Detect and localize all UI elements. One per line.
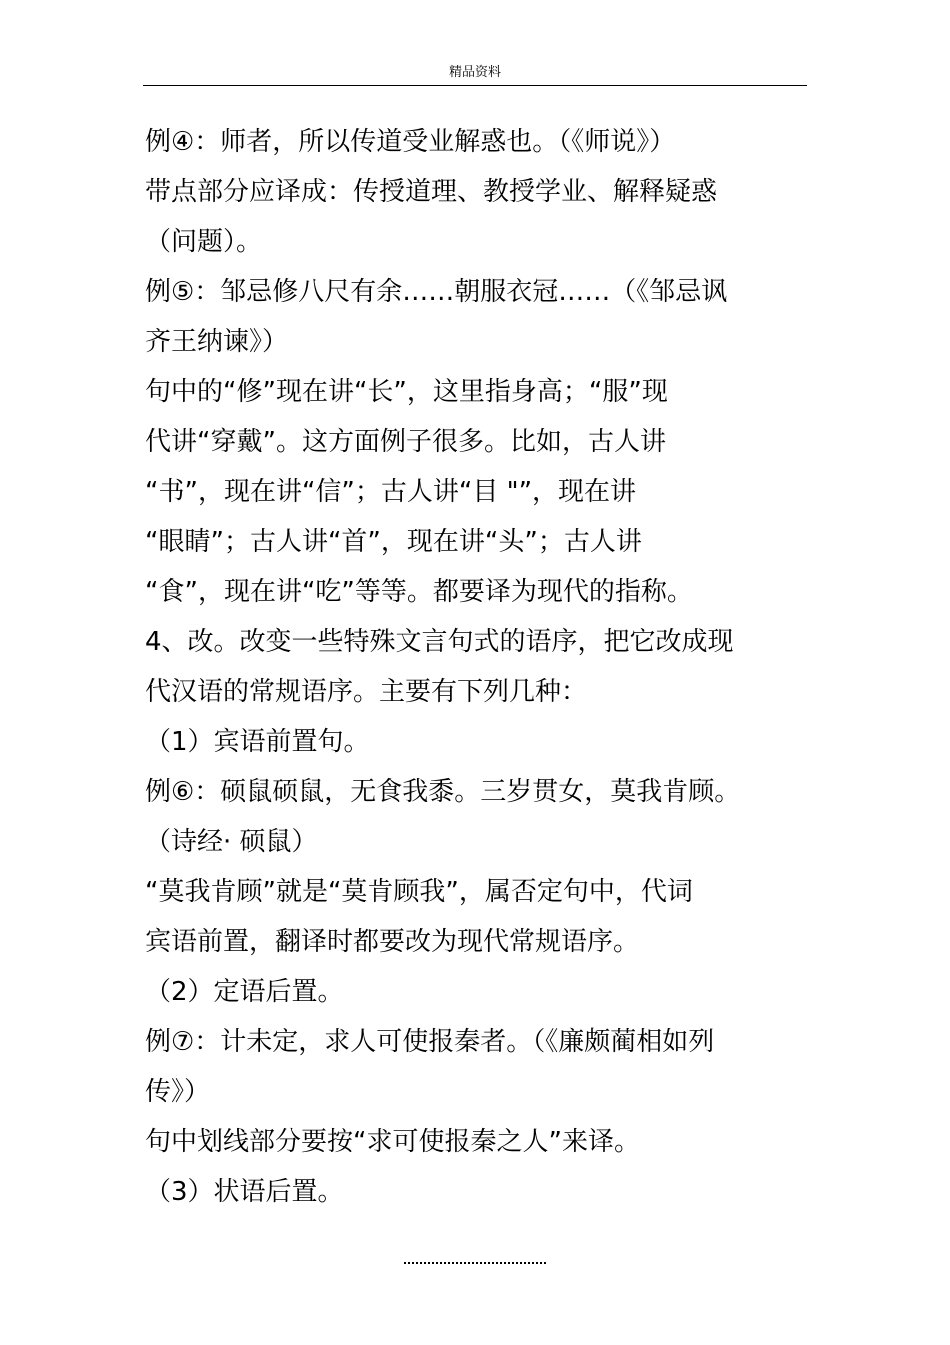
- text-line-18: （2）定语后置。: [145, 977, 344, 1007]
- text-line-3: （问题）。: [145, 227, 263, 257]
- text-line-19: 例⑦：计未定，求人可使报秦者。（《廉颇蔺相如列: [145, 1027, 715, 1057]
- header-divider: [143, 85, 807, 86]
- text-line-11: 4、改。改变一些特殊文言句式的语序，把它改成现: [145, 627, 734, 657]
- page-header: [0, 64, 950, 82]
- text-line-7: 代讲“穿戴”。这方面例子很多。比如，古人讲: [145, 427, 666, 457]
- header-title: 精品资料: [448, 65, 501, 80]
- text-line-10: “食”，现在讲“吃”等等。都要译为现代的指称。: [145, 577, 693, 607]
- document-body: [145, 117, 785, 1217]
- text-line-22: （3）状语后置。: [145, 1177, 344, 1207]
- text-line-12: 代汉语的常规语序。主要有下列几种：: [145, 677, 588, 707]
- text-line-2: 带点部分应译成：传授道理、教授学业、解释疑惑: [145, 177, 718, 207]
- text-line-5: 齐王纳谏》）: [145, 327, 289, 357]
- text-line-17: 宾语前置，翻译时都要改为现代常规语序。: [145, 927, 640, 957]
- text-line-14: 例⑥：硕鼠硕鼠，无食我黍。三岁贯女，莫我肯顾。: [145, 777, 741, 807]
- text-line-1: 例④：师者，所以传道受业解惑也。（《师说》）: [145, 127, 676, 157]
- text-line-21: 句中划线部分要按“求可使报秦之人”来译。: [145, 1127, 640, 1157]
- text-line-20: 传》）: [145, 1077, 211, 1107]
- text-line-4: 例⑤：邹忌修八尺有余……朝服衣冠……（《邹忌讽: [145, 277, 728, 307]
- text-line-8: “书”，现在讲“信”；古人讲“目 "”，现在讲: [145, 477, 637, 507]
- text-line-6: 句中的“修”现在讲“长”，这里指身高；“服”现: [145, 377, 668, 407]
- text-line-15: （诗经· 硕鼠）: [145, 827, 318, 857]
- text-line-9: “眼睛”；古人讲“首”，现在讲“头”；古人讲: [145, 527, 642, 557]
- text-line-16: “莫我肯顾”就是“莫肯顾我”，属否定句中，代词: [145, 877, 693, 907]
- text-line-13: （1）宾语前置句。: [145, 727, 370, 757]
- footer-dotted-rule: [404, 1262, 546, 1264]
